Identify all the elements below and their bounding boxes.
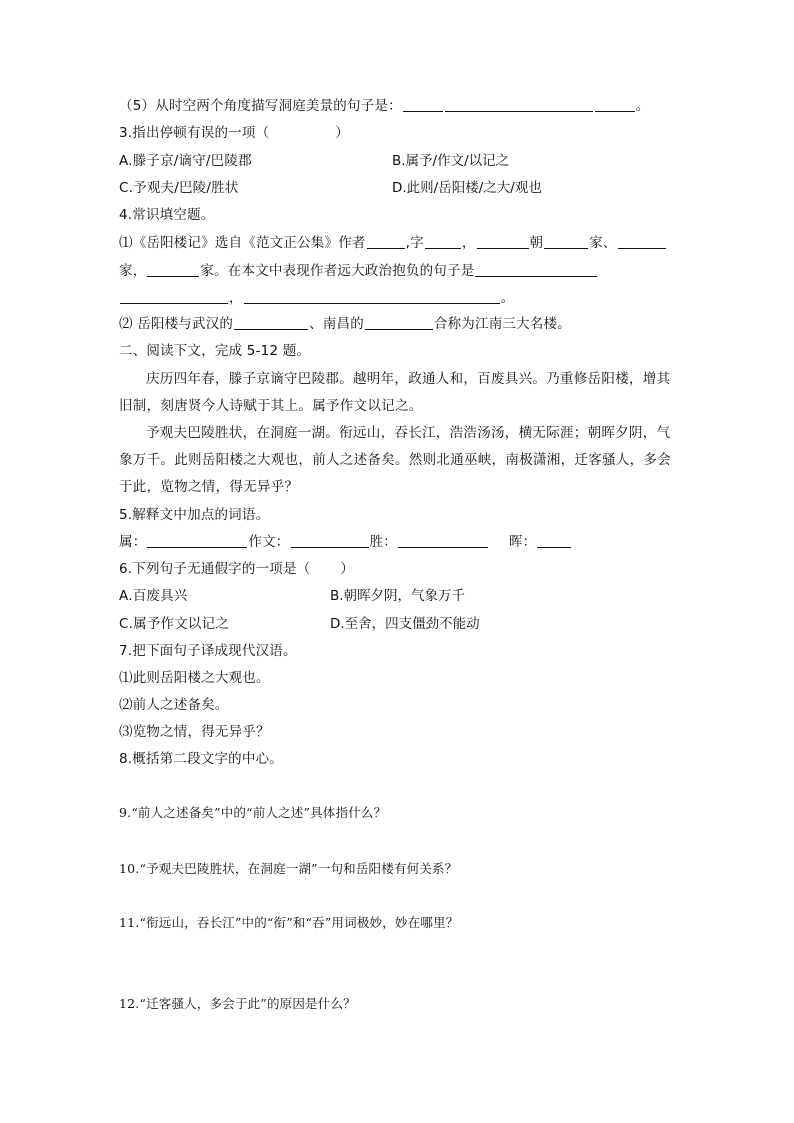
answer-blank[interactable] (445, 97, 593, 112)
question-12: 12.“迁客骚人，多会于此”的原因是什么？ (119, 996, 356, 1011)
question-4-line-4 (119, 314, 571, 334)
answer-blank[interactable] (544, 234, 588, 249)
answer-blank[interactable] (244, 289, 500, 304)
question-7-item-1: ⑴此则岳阳楼之大观也。 (119, 670, 270, 686)
question-7-title: 7.把下面句子译成现代汉语。 (119, 643, 297, 659)
answer-blank[interactable] (475, 262, 597, 277)
question-text: 3.指出停顿有误的一项（ (119, 125, 270, 141)
question-4-line-1 (119, 233, 667, 253)
question-text: 6.下列句子无通假字的一项是（ (119, 561, 311, 577)
punctuation: ） (340, 561, 355, 577)
answer-blank[interactable] (147, 533, 247, 548)
punctuation: 。 (635, 98, 650, 114)
option-d: D.至舍，四支僵劲不能动 (330, 616, 480, 632)
question-text: 、南昌的 (309, 316, 364, 332)
question-7-item-3: ⑶览物之情，得无异乎？ (119, 724, 270, 740)
answer-blank[interactable] (234, 315, 308, 330)
option-a: A.百废具兴 (119, 588, 188, 604)
question-text: 。 (500, 290, 515, 306)
answer-blank[interactable] (147, 262, 199, 277)
question-text: ， (229, 290, 243, 306)
question-9: 9.“前人之述备矣”中的“前人之述”具体指什么？ (119, 805, 387, 820)
question-4-title: 4.常识填空题。 (119, 207, 215, 223)
question-6-stem (119, 559, 354, 579)
question-text: 家。在本文中表现作者远大政治抱负的句子是 (200, 263, 475, 279)
question-10: 10.“予观夫巴陵胜状，在洞庭一湖”一句和岳阳楼有何关系？ (119, 861, 458, 876)
answer-blank[interactable] (367, 234, 405, 249)
option-b: B.朝晖夕阴，气象万千 (330, 588, 466, 604)
option-c: C.予观夫/巴陵/胜状 (119, 180, 239, 196)
answer-blank[interactable] (477, 234, 529, 249)
answer-blank[interactable] (618, 234, 666, 249)
passage-paragraph-2: 予观夫巴陵胜状，在洞庭一湖。衔远山，吞长江，浩浩汤汤，横无际涯；朝晖夕阴，气象万千。此则岳阳楼之大观也，前人之述备矣。然则北通巫峡，南极潇湘，迁客骚人，多会于此，览物之情，得无异乎？ (119, 425, 671, 495)
answer-blank[interactable] (120, 289, 228, 304)
question-text: （5）从时空两个角度描写洞庭美景的句子是： (119, 98, 402, 114)
question-3-stem (119, 123, 349, 143)
question-text: 家， (119, 263, 147, 279)
passage-paragraph-1: 庆历四年春，滕子京谪守巴陵郡。越明年，政通人和，百废具兴。乃重修岳阳楼，增其旧制，刻唐贤今人诗赋于其上。属予作文以记之。 (119, 371, 671, 414)
answer-blank[interactable] (398, 533, 488, 548)
word-label: 晖： (508, 534, 537, 550)
answer-blank[interactable] (595, 97, 635, 112)
question-11: 11.“衔远山，吞长江”中的“衔”和“吞”用词极妙，妙在哪里？ (119, 915, 459, 930)
question-5-blanks (119, 532, 572, 552)
question-text: ,字 (405, 235, 424, 251)
question-4-line-3 (119, 288, 514, 308)
question-text: ⑵ 岳阳楼与武汉的 (119, 316, 234, 332)
answer-blank[interactable] (425, 234, 461, 249)
word-label: 属： (119, 534, 147, 550)
option-b: B.属予/作文/以记之 (392, 153, 510, 169)
question-text: 家、 (589, 235, 617, 251)
section-2-title: 二、阅读下文，完成 5-12 题。 (119, 343, 311, 359)
question-8: 8.概括第二段文字的中心。 (119, 751, 283, 767)
option-a: A.滕子京/谪守/巴陵郡 (119, 153, 252, 169)
answer-blank[interactable] (403, 97, 443, 112)
option-c: C.属予作文以记之 (119, 616, 230, 632)
question-2-5 (119, 96, 650, 116)
word-label: 作文： (248, 534, 290, 550)
punctuation: ） (335, 125, 349, 141)
word-label: 胜： (369, 534, 397, 550)
answer-blank[interactable] (365, 315, 433, 330)
question-4-line-2 (119, 261, 598, 281)
answer-blank[interactable] (291, 533, 369, 548)
question-text: ⑴《岳阳楼记》选自《范文正公集》作者 (119, 235, 366, 251)
answer-blank[interactable] (537, 533, 571, 548)
question-text: ， (461, 235, 476, 251)
question-5-title: 5.解释文中加点的词语。 (119, 507, 270, 523)
question-7-item-2: ⑵前人之述备矣。 (119, 697, 229, 713)
question-text: 朝 (529, 235, 544, 251)
question-text: 合称为江南三大名楼。 (433, 316, 571, 332)
option-d: D.此则/岳阳楼/之大/观也 (392, 180, 542, 196)
